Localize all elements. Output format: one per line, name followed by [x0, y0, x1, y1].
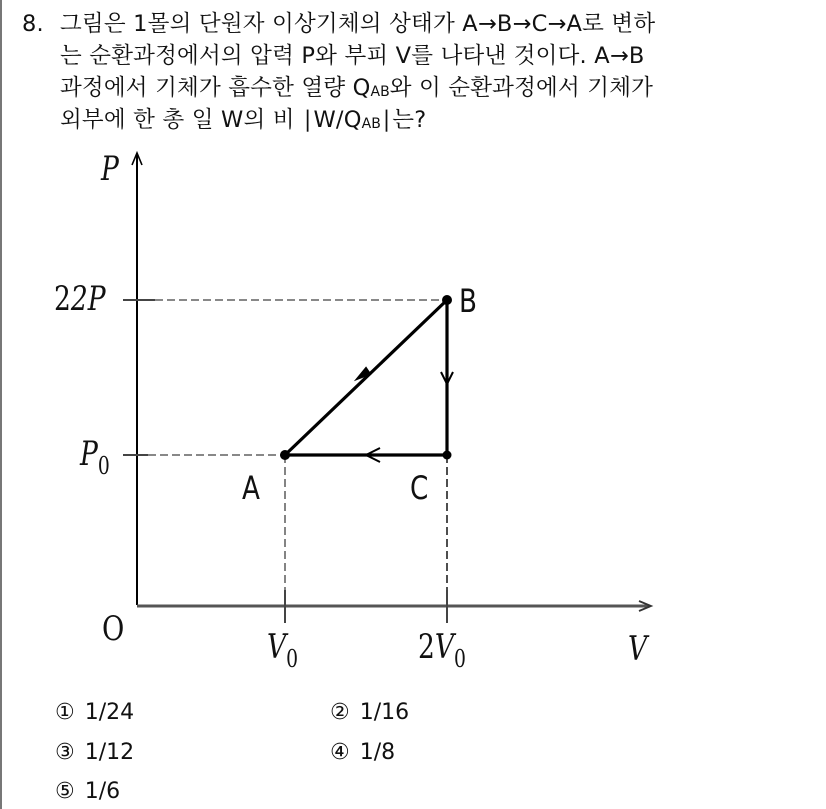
choice-1-text: 1/24: [84, 700, 135, 725]
p-axis-label: P: [101, 149, 119, 189]
choice-4[interactable]: [330, 740, 395, 765]
point-b: [442, 295, 452, 305]
v-axis-label: V: [628, 629, 648, 669]
point-a-label: A: [242, 469, 260, 507]
tick-label-2v0: $2V_0$: [418, 627, 466, 673]
question-line-2: 는 순환과정에서의 압력 P와 부피 V를 나타낸 것이다. A→B: [60, 43, 645, 69]
choice-5-mark: ⑤: [55, 779, 75, 804]
point-c-label: C: [410, 469, 429, 507]
choice-4-mark: ④: [330, 740, 350, 765]
question-line-4: [60, 104, 426, 140]
question-line-3-pre: 과정에서 기체가 흡수한 열량 Q: [60, 75, 371, 101]
choice-3[interactable]: [55, 740, 134, 765]
question-line-3: [60, 72, 653, 108]
choice-1[interactable]: [55, 700, 134, 725]
origin-label: O: [102, 609, 125, 649]
tick-label-2p0: 22P: [54, 279, 106, 319]
choice-5[interactable]: [55, 779, 120, 804]
question-line-4-pre: 외부에 한 총 일 W의 비 ∣W/Q: [60, 107, 362, 133]
pv-diagram: [0, 140, 826, 685]
question-line-3-post: 와 이 순환과정에서 기체가: [389, 75, 654, 101]
point-b-label: B: [459, 282, 478, 320]
tick-label-v0: $V_0$: [267, 627, 299, 673]
choice-2[interactable]: [330, 700, 409, 725]
answer-choices: [0, 690, 826, 809]
choice-2-mark: ②: [330, 700, 350, 725]
choice-3-text: 1/12: [84, 740, 135, 765]
choice-3-mark: ③: [55, 740, 75, 765]
choice-5-text: 1/6: [84, 779, 121, 804]
pv-diagram-graphics: [0, 140, 826, 685]
question-line-4-post: ∣는?: [380, 107, 427, 133]
question-line-1: 그림은 1몰의 단원자 이상기체의 상태가 A→B→C→A로 변하: [60, 11, 656, 37]
path-a-to-b: [285, 300, 447, 455]
point-a: [280, 450, 290, 460]
question-number: 8.: [22, 11, 44, 37]
point-c: [443, 451, 452, 460]
choice-1-mark: ①: [55, 700, 75, 725]
choice-4-text: 1/8: [359, 740, 396, 765]
tick-label-p0: $P_0$: [80, 434, 110, 480]
choice-2-text: 1/16: [359, 700, 410, 725]
q-ab-subscript: AB: [361, 116, 381, 132]
q-ab-subscript: AB: [370, 84, 390, 100]
